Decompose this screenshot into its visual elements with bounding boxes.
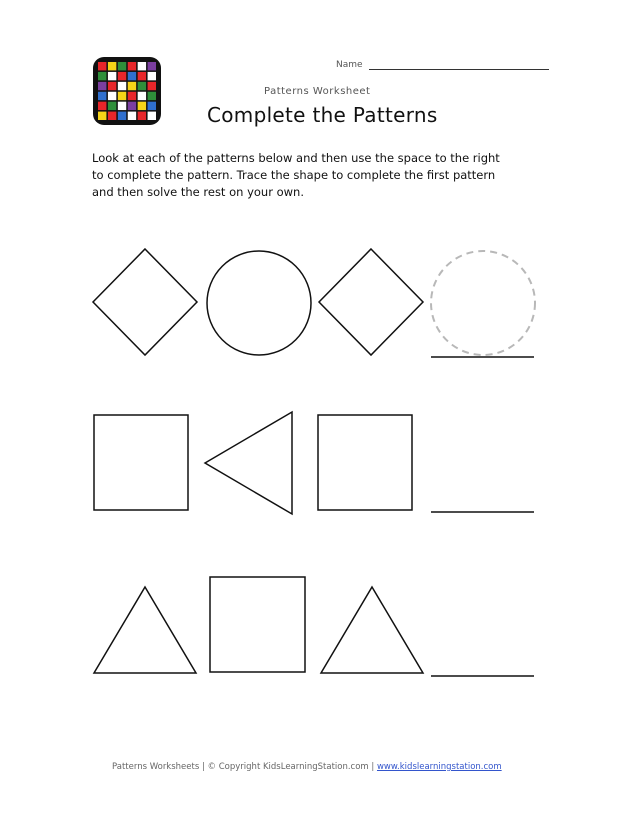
diamond-shape — [93, 249, 197, 355]
pattern-row-1 — [93, 249, 535, 357]
footer — [112, 762, 502, 772]
triangle-left-shape — [205, 412, 292, 514]
diamond-shape — [319, 249, 423, 355]
square-shape — [318, 415, 412, 510]
pattern-row-2 — [94, 412, 534, 514]
triangle-up-shape — [94, 587, 196, 673]
square-shape — [210, 577, 305, 672]
page-title: Complete the Patterns — [207, 103, 438, 127]
footer-link[interactable]: www.kidslearningstation.com — [376, 762, 502, 772]
footer-text: Patterns Worksheets | © Copyright KidsLearningStation.com | — [112, 762, 377, 772]
circle-shape — [207, 251, 311, 355]
instructions-text: Look at each of the patterns below and then use the space to the right to complete the pattern. Trace the shape to complete the first pattern and then solve the rest on your own. — [92, 151, 500, 199]
triangle-up-shape — [321, 587, 423, 673]
name-label: Name — [336, 60, 363, 70]
square-shape — [94, 415, 188, 510]
trace-circle-dashed[interactable] — [431, 251, 535, 355]
pattern-row-3 — [94, 577, 534, 676]
worksheet-subtitle: Patterns Worksheet — [264, 86, 371, 97]
